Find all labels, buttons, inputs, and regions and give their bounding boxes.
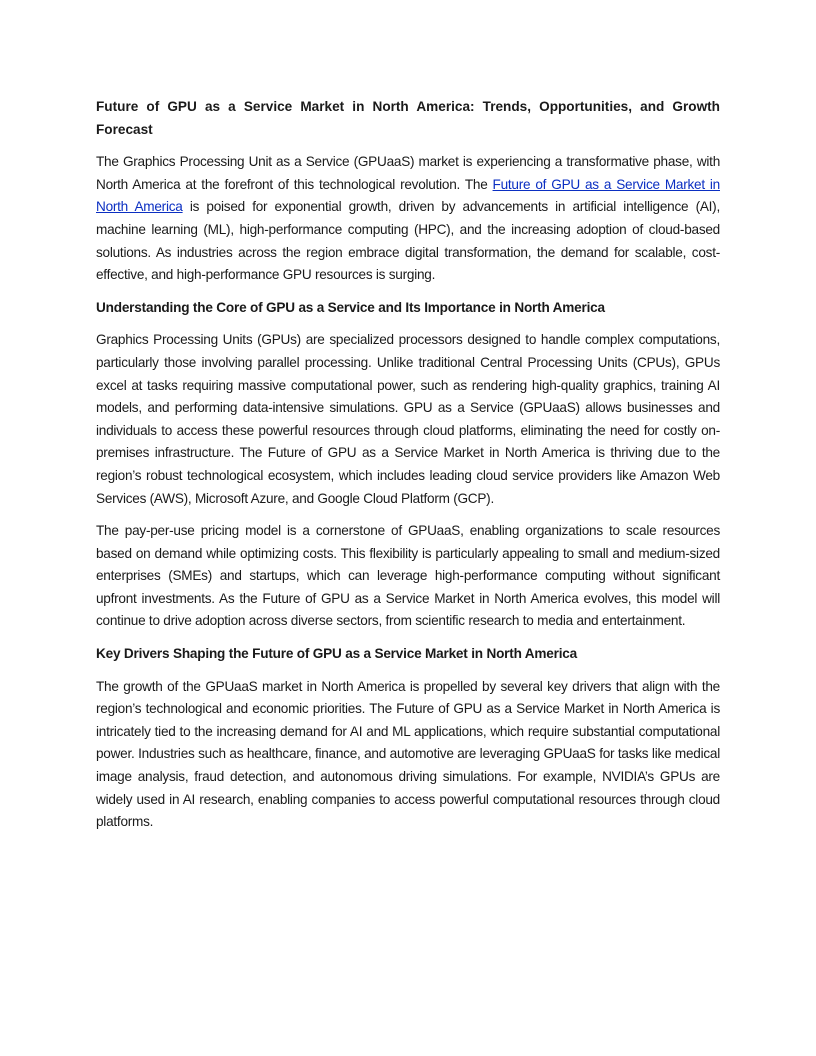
market-report-link[interactable]: Future of GPU as a Service Market in North America [96,176,720,215]
paragraph-drivers-1: The growth of the GPUaaS market in North America is propelled by several key drivers that align with the region’s technological and economic priorities. The Future of GPU as a Service Market in North America is intricately tied to the increasing demand for AI and ML applications, which require substantial computational power. Industries such as healthcare, finance, and automotive are leveraging GPUaaS for tasks like medical image analysis, fraud detection, and autonomous driving simulations. For example, NVIDIA’s GPUs are widely used in AI research, enabling companies to access powerful computational resources through cloud platforms. [96,678,720,830]
section-heading-drivers: Key Drivers Shaping the Future of GPU as a Service Market in North America [96,646,578,662]
document-title: Future of GPU as a Service Market in North America: Trends, Opportunities, and Growth Forecast [96,99,720,137]
paragraph-core-2: The pay-per-use pricing model is a cornerstone of GPUaaS, enabling organizations to scale resources based on demand while optimizing costs. This flexibility is particularly appealing to small and medium-sized enterprises (SMEs) and startups, which can leverage high-performance computing without significant upfront investments. As the Future of GPU as a Service Market in North America evolves, this model will continue to drive adoption across diverse sectors, from scientific research to media and entertainment. [96,523,720,629]
section-heading-core: Understanding the Core of GPU as a Service and Its Importance in North America [96,299,605,315]
paragraph-core-1: Graphics Processing Units (GPUs) are specialized processors designed to handle complex computations, particularly those involving parallel processing. Unlike traditional Central Processing Units (CPUs), GPUs excel at tasks requiring massive computational power, such as rendering high-quality graphics, training AI models, and performing data-intensive simulations. GPU as a Service (GPUaaS) allows businesses and individuals to access these powerful resources through cloud platforms, eliminating the need for costly on-premises infrastructure. The Future of GPU as a Service Market in North America is thriving due to the region’s robust technological ecosystem, which includes leading cloud service providers like Amazon Web Services (AWS), Microsoft Azure, and Google Cloud Platform (GCP). [96,332,720,506]
intro-text-before-link: The Graphics Processing Unit as a Service (GPUaaS) market is experiencing a transformative phase, with North America at the forefront of this technological revolution. The [96,154,720,192]
document-page [96,96,720,844]
intro-paragraph [96,151,720,287]
intro-text-after-link: is poised for exponential growth, driven by advancements in artificial intelligence (AI), machine learning (ML), high-performance computing (HPC), and the increasing adoption of cloud-based solutions. As industries across the region embrace digital transformation, the demand for scalable, cost-effective, and high-performance GPU resources is surging. [96,199,720,283]
